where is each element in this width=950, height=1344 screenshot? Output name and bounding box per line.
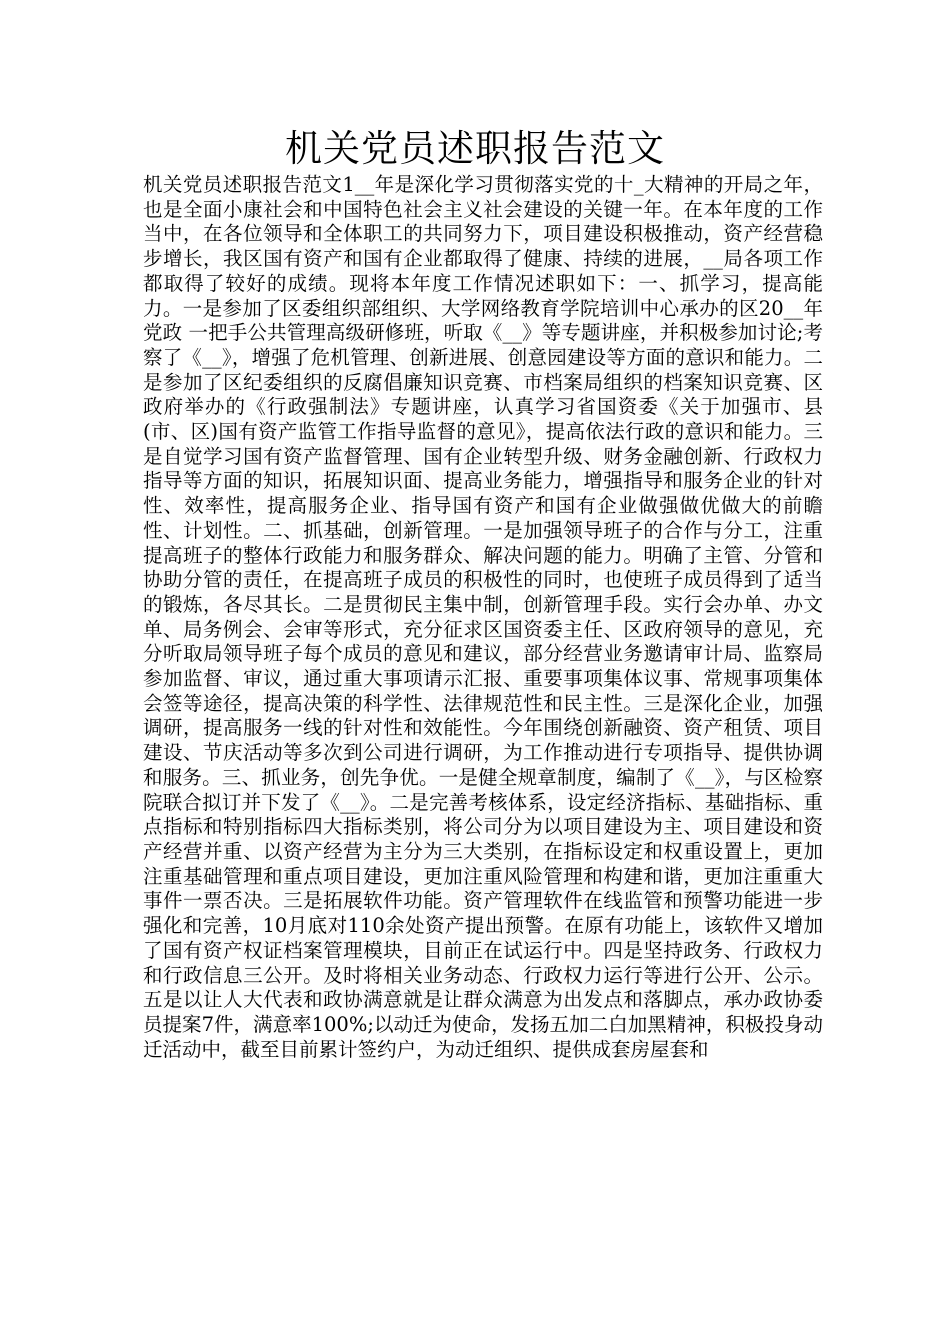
document-title: 机关党员述职报告范文: [285, 127, 665, 170]
document-body: 机关党员述职报告范文1__年是深化学习贯彻落实党的十_大精神的开局之年，也是全面小康社会和中国特色社会主义社会建设的关键一年。在本年度的工作当中，在各位领导和全体职工的共同努力下，项目建设积极推动，资产经营稳步增长，我区国有资产和国有企业都取得了健康、持续的进展，__局各项工作都取得了较好的成绩。现将本年度工作情况述职如下：一、抓学习，提高能力。一是参加了区委组织部组织、大学网络教育学院培训中心承办的区20__年党政 一把手公共管理高级研修班，听取《__》等专题讲座，并积极参加讨论;考察了《__》，增强了危机管理、创新进展、创意园建设等方面的意识和能力。二是参加了区纪委组织的反腐倡廉知识竞赛、市档案局组织的档案知识竞赛、区政府举办的《行政强制法》专题讲座，认真学习省国资委《关于加强市、县(市、区)国有资产监管工作指导监督的意见》，提高依法行政的意识和能力。三是自觉学习国有资产监督管理、国有企业转型升级、财务金融创新、行政权力指导等方面的知识，拓展知识面、提高业务能力，增强指导和服务企业的针对性、效率性，提高服务企业、指导国有资产和国有企业做强做优做大的前瞻性、计划性。二、抓基础，创新管理。一是加强领导班子的合作与分工，注重提高班子的整体行政能力和服务群众、解决问题的能力。明确了主管、分管和协助分管的责任，在提高班子成员的积极性的同时，也使班子成员得到了适当的锻炼，各尽其长。二是贯彻民主集中制，创新管理手段。实行会办单、办文单、局务例会、会审等形式，充分征求区国资委主任、区政府领导的意见，充分听取局领导班子每个成员的意见和建议，部分经营业务邀请审计局、监察局参加监督、审议，通过重大事项请示汇报、重要事项集体议事、常规事项集体会签等途径，提高决策的科学性、法律规范性和民主性。三是深化企业，加强调研，提高服务一线的针对性和效能性。今年围绕创新融资、资产租赁、项目建设、节庆活动等多次到公司进行调研，为工作推动进行专项指导、提供协调和服务。三、抓业务，创先争优。一是健全规章制度，编制了《__》，与区检察院联合拟订并下发了《__》。二是完善考核体系，设定经济指标、基础指标、重点指标和特别指标四大指标类别，将公司分为以项目建设为主、项目建设和资产经营并重、以资产经营为主分为三大类别，在指标设定和权重设置上，更加注重基础管理和重点项目建设，更加注重风险管理和构建和谐，更加注重重大事件一票否决。三是拓展软件功能。资产管理软件在线监管和预警功能进一步强化和完善，10月底对110余处资产提出预警。在原有功能上，该软件又增加了国有资产权证档案管理模块，目前正在试运行中。四是坚持政务、行政权力和行政信息三公开。及时将相关业务动态、行政权力运行等进行公开、公示。五是以让人大代表和政协满意就是让群众满意为出发点和落脚点，承办政协委员提案7件，满意率100%;以动迁为使命，发扬五加二白加黑精神，积极投身动迁活动中，截至目前累计签约户，为动迁组织、提供成套房屋套和: [143, 173, 823, 1061]
